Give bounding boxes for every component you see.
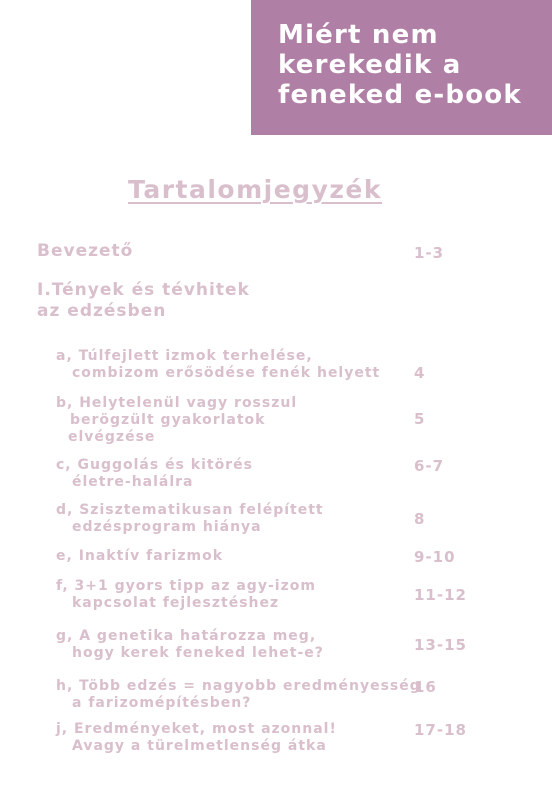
toc-page-number: 17-18 [414,721,467,739]
toc-entry-c[interactable] [56,457,253,491]
toc-entry-line: d, Szisztematikusan felépített [56,502,324,518]
toc-entry-line: hogy kerek feneked lehet-e? [72,645,324,661]
toc-entry-e[interactable] [56,548,223,565]
toc-entry-a[interactable] [56,348,380,382]
toc-entry-line: g, A genetika határozza meg, [56,628,317,644]
toc-entry-line: elvégzése [68,429,156,445]
toc-entry-line: f, 3+1 gyors tipp az agy-izom [56,578,316,594]
toc-entry-b[interactable] [56,395,297,446]
header-banner [251,0,552,135]
toc-section-heading[interactable] [37,280,250,322]
toc-entry-line: b, Helytelenül vagy rosszul [56,395,298,411]
toc-entry-line: az edzésben [37,301,167,321]
toc-entry-line: a, Túlfejlett izmok terhelése, [56,348,313,364]
toc-entry-intro[interactable] [37,241,133,262]
toc-entry-line: c, Guggolás és kitörés [56,457,253,473]
toc-entry-d[interactable] [56,502,324,536]
toc-entry-line: I.Tények és tévhitek [37,280,250,300]
toc-entry-j[interactable] [56,721,337,755]
toc-page-number: 11-12 [414,586,467,604]
ebook-title: Miért nem kerekedik a feneked e-book [278,20,522,110]
toc-entry-line: életre-halálra [72,474,194,490]
toc-page-number: 9-10 [414,548,456,566]
toc-entry-line: e, Inaktív farizmok [56,548,224,564]
toc-entry-line: edzésprogram hiánya [72,519,262,535]
toc-entry-line: a farizomépítésben? [72,695,252,711]
toc-page-number: 13-15 [414,636,467,654]
toc-page-number: 8 [414,510,426,528]
toc-entry-h[interactable] [56,678,421,712]
toc-page-number: 5 [414,410,426,428]
toc-entry-line: combizom erősödése fenék helyett [72,365,381,381]
toc-entry-f[interactable] [56,578,316,612]
toc-entry-line: j, Eredményeket, most azonnal! [56,721,337,737]
toc-page-number: 4 [414,364,426,382]
toc-entry-line: h, Több edzés = nagyobb eredményesség [56,678,421,694]
toc-entry-line: Bevezető [37,241,134,261]
toc-page-number: 6-7 [414,457,445,475]
toc-page-number: 16 [414,678,437,696]
toc-entry-line: berögzült gyakorlatok [70,412,266,428]
toc-entry-line: kapcsolat fejlesztéshez [72,595,280,611]
toc-entry-line: Avagy a türelmetlenség átka [72,738,327,754]
toc-page-number: 1-3 [414,244,445,262]
toc-heading: Tartalomjegyzék [128,175,382,204]
toc-entry-g[interactable] [56,628,324,662]
